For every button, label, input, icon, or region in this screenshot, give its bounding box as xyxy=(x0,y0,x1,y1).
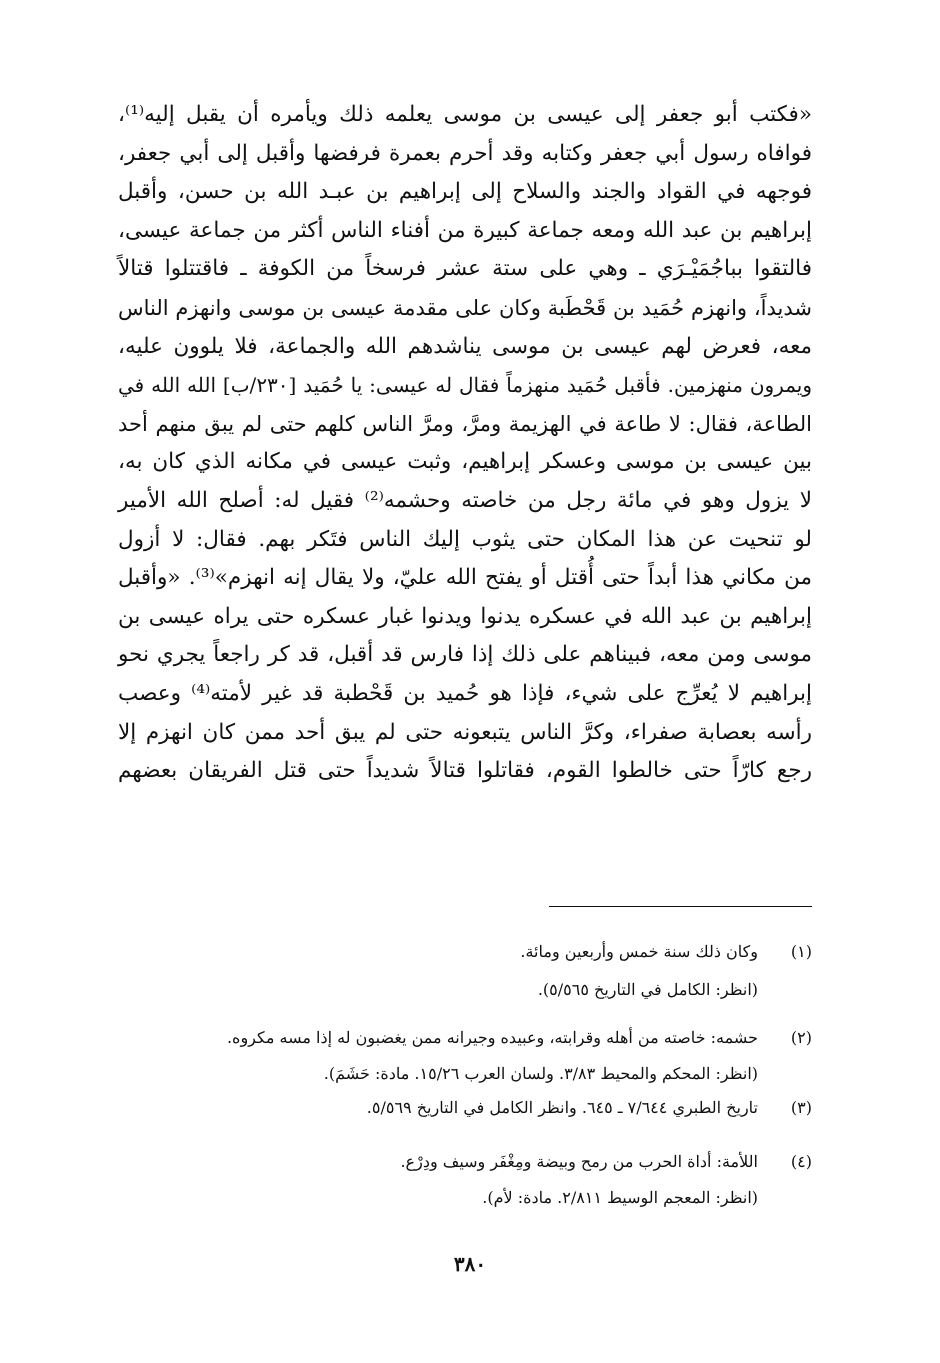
footnote-number: (٤) xyxy=(790,1152,812,1171)
text-line: إبراهيم بن عبد الله في عسكره يدنوا ويدنوا غبار عسكره حتى يراه عيسى بن xyxy=(118,603,812,629)
footnote-number: (٢) xyxy=(790,1028,812,1047)
footnote-line: اللأمة: أداة الحرب من رمح وبيضة ومِغْفَر وسيف ودِرْع. xyxy=(400,1152,758,1171)
text-line: موسى ومن معه، فبيناهم على ذلك إذا فارس قد أقبل، قد كر راجعاً يجري نحو xyxy=(118,642,812,668)
footnote-number: (٣) xyxy=(790,1098,812,1117)
text-line: لا يزول وهو في مائة رجل من خاصته وحشمه⁽²⁾ فقيل له: أصلح الله الأمير xyxy=(118,487,812,513)
text-line: فالتقوا بباجُمَيْـرَي ـ وهي على ستة عشر فرسخاً من الكوفة ـ فاقتتلوا قتالاً xyxy=(118,256,812,282)
text-line: فوافاه رسول أبي جعفر وكتابه وقد أحرم بعمرة فرفضها وأقبل إلى أبي جعفر، xyxy=(118,140,812,166)
footnote-line: تاريخ الطبري ٧/٦٤٤ ـ ٦٤٥. وانظر الكامل في التاريخ ٥/٥٦٩. xyxy=(366,1098,758,1117)
text-line: من مكاني هذا أبداً حتى أُقتل أو يفتح الله عليّ، ولا يقال إنه انهزم»⁽³⁾. «وأقبل xyxy=(118,565,812,591)
text-line: شديداً، وانهزم حُمَيد بن قَحْطَبة وكان على مقدمة عيسى بن موسى وانهزم الناس xyxy=(118,295,812,320)
footnote-number: (١) xyxy=(790,942,812,961)
text-line: معه، فعرض لهم عيسى بن موسى يناشدهم الله والجماعة، فلا يلوون عليه، xyxy=(118,333,812,359)
text-line: رجع كارّاً حتى خالطوا القوم، فقاتلوا قتالاً شديداً حتى قتل الفريقان بعضهم xyxy=(118,758,812,784)
main-text xyxy=(118,96,812,791)
text-line: ويمرون منهزمين. فأقبل حُمَيد منهزماً فقال له عيسى: يا حُمَيد [٢٣٠/ب] الله الله في xyxy=(118,373,813,398)
footnote-line: (انظر: الكامل في التاريخ ٥/٥٦٥). xyxy=(537,980,758,999)
text-line: بين عيسى بن موسى وعسكر إبراهيم، وثبت عيسى في مكانه الذي كان به، xyxy=(118,449,812,475)
text-line: فوجهه في القواد والجند والسلاح إلى إبراهيم بن عبـد الله بن حسن، وأقبل xyxy=(118,179,812,205)
footnote-separator xyxy=(549,906,812,907)
footnote-line: (انظر: المعجم الوسيط ٢/٨١١. مادة: لأم). xyxy=(482,1188,758,1207)
text-line: لو تنحيت عن هذا المكان حتى يثوب إليك الناس فتَكر بهم. فقال: لا أزول xyxy=(118,526,812,552)
footnote-line: وكان ذلك سنة خمس وأربعين ومائة. xyxy=(520,942,758,961)
footnote-line: (انظر: المحكم والمحيط ٣/٨٣. ولسان العرب ١٥/٢٦. مادة: حَشَمَ). xyxy=(323,1064,758,1083)
footnote-line: حشمه: خاصته من أهله وقرابته، وعبيده وجيرانه ممن يغضبون له إذا مسه مكروه. xyxy=(226,1028,758,1047)
text-line: إبراهيم لا يُعرِّج على شيء، فإذا هو حُميد بن قَحْطبة قد غير لأمته⁽⁴⁾ وعصب xyxy=(118,680,812,706)
text-line: الطاعة، فقال: لا طاعة في الهزيمة ومرَّ، ومرَّ الناس كلهم حتى لم يبق منهم أحد xyxy=(118,411,812,436)
text-line: رأسه بعصابة صفراء، وكرَّ الناس يتبعونه حتى لم يبق أحد ممن كان انهزم إلا xyxy=(118,719,812,745)
text-line: إبراهيم بن عبد الله ومعه جماعة كبيرة من أفناء الناس أكثر من جماعة عيسى، xyxy=(118,217,812,243)
page-number: ٣٨٠ xyxy=(453,1252,487,1276)
text-line: «فكتب أبو جعفر إلى عيسى بن موسى يعلمه ذلك ويأمره أن يقبل إليه⁽¹⁾، xyxy=(118,102,812,127)
